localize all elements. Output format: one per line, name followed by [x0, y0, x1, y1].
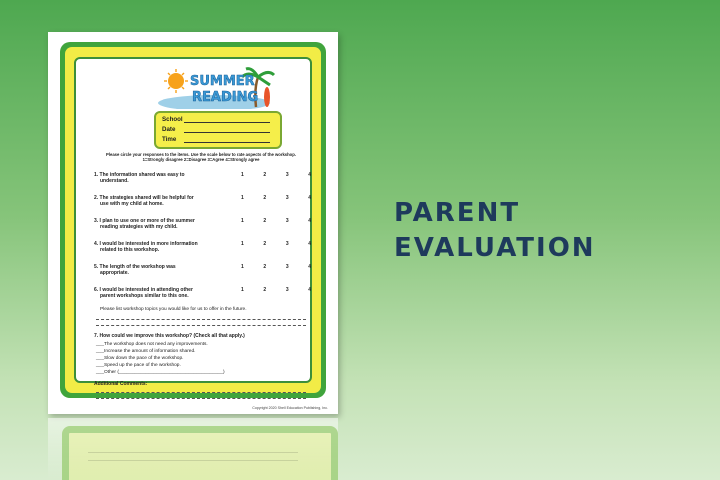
sun-icon: [168, 73, 184, 89]
date-line[interactable]: [184, 126, 270, 133]
question-5: [94, 264, 244, 276]
rating-3[interactable]: 3: [285, 218, 289, 224]
time-label: Time: [162, 136, 177, 143]
rating-2[interactable]: 2: [263, 241, 267, 247]
question-5-scale[interactable]: [241, 264, 311, 270]
page-reflection: [48, 418, 338, 480]
instructions-scale-key: 1=Strongly disagree 2=Disagree 3=Agree 4=Strongly agree: [142, 157, 260, 162]
question-4-line-2: related to this workshop.: [100, 247, 160, 253]
question-6: [94, 287, 244, 299]
rating-2[interactable]: 2: [263, 195, 267, 201]
rating-2[interactable]: 2: [263, 172, 267, 178]
instructions: [96, 152, 306, 162]
rating-3[interactable]: 3: [285, 241, 289, 247]
logo-word-reading: READING: [192, 90, 259, 105]
question-2-scale[interactable]: [241, 195, 311, 201]
rating-2[interactable]: 2: [263, 287, 267, 293]
question-1-line-1: 1. The information shared was easy to: [94, 172, 185, 178]
comments-line-1[interactable]: [96, 392, 306, 393]
rating-1[interactable]: 1: [241, 241, 244, 247]
q7-option-5[interactable]: ___Other (_______________________________________): [96, 370, 225, 375]
rating-4[interactable]: 4: [308, 172, 311, 178]
date-label: Date: [162, 126, 176, 133]
rating-3[interactable]: 3: [285, 287, 289, 293]
rating-1[interactable]: 1: [241, 287, 244, 293]
instructions-line-1: Please circle your responses to the items. Use the scale below to rate aspects of the workshop.: [106, 152, 296, 157]
info-box: [154, 111, 282, 149]
question-5-line-2: appropriate.: [100, 270, 129, 276]
copyright-notice: Copyright 2020 Shell Education Publishing, Inc.: [252, 406, 328, 410]
school-line[interactable]: [184, 116, 270, 123]
logo-word-summer: SUMMER: [190, 74, 255, 89]
form-frame-yellow: [65, 47, 321, 393]
rating-1[interactable]: 1: [241, 172, 244, 178]
question-3-scale[interactable]: [241, 218, 311, 224]
question-3-line-2: reading strategies with my child.: [100, 224, 178, 230]
question-1: [94, 172, 244, 184]
rating-3[interactable]: 3: [285, 195, 289, 201]
evaluation-form-page: [48, 32, 338, 414]
rating-4[interactable]: 4: [308, 287, 311, 293]
rating-4[interactable]: 4: [308, 241, 311, 247]
rating-3[interactable]: 3: [285, 264, 289, 270]
rating-2[interactable]: 2: [263, 218, 267, 224]
rating-4[interactable]: 4: [308, 195, 311, 201]
surfboard-icon: [264, 87, 270, 107]
additional-comments-label: Additional Comments:: [94, 381, 148, 387]
topics-answer-line-1[interactable]: [96, 319, 306, 320]
topics-prompt: Please list workshop topics you would like for us to offer in the future.: [100, 307, 247, 312]
rating-4[interactable]: 4: [308, 218, 311, 224]
time-line[interactable]: [184, 136, 270, 143]
q7-option-4[interactable]: ___Speed up the pace of the workshop.: [96, 363, 181, 368]
reflection-line-2: [88, 460, 298, 461]
question-4: [94, 241, 244, 253]
rating-1[interactable]: 1: [241, 195, 244, 201]
q7-option-3[interactable]: ___Slow down the pace of the workshop.: [96, 356, 184, 361]
form-frame-green: [60, 42, 326, 398]
reflection-line-1: [88, 452, 298, 453]
question-5-line-1: 5. The length of the workshop was: [94, 264, 176, 270]
rating-1[interactable]: 1: [241, 264, 244, 270]
school-field[interactable]: [162, 116, 270, 123]
q7-option-1[interactable]: ___The workshop does not need any improvements.: [96, 342, 208, 347]
rating-2[interactable]: 2: [263, 264, 267, 270]
comments-line-2[interactable]: [96, 398, 306, 399]
reflection-frame: [62, 426, 338, 480]
question-2-line-2: use with my child at home.: [100, 201, 164, 207]
title-line-1: PARENT: [394, 198, 521, 228]
question-3-line-1: 3. I plan to use one or more of the summer: [94, 218, 195, 224]
question-2: [94, 195, 244, 207]
rating-1[interactable]: 1: [241, 218, 244, 224]
time-field[interactable]: [162, 136, 270, 143]
rating-3[interactable]: 3: [285, 172, 289, 178]
question-6-line-2: parent workshops similar to this one.: [100, 293, 189, 299]
school-label: School: [162, 116, 183, 123]
question-1-line-2: understand.: [100, 178, 129, 184]
question-2-line-1: 2. The strategies shared will be helpful for: [94, 195, 194, 201]
page-title: [394, 196, 596, 266]
question-3: [94, 218, 244, 230]
question-7: 7. How could we improve this workshop? (Check all that apply.): [94, 333, 245, 339]
summer-reading-logo: [156, 67, 276, 109]
question-6-line-1: 6. I would be interested in attending other: [94, 287, 193, 293]
question-6-scale[interactable]: [241, 287, 311, 293]
question-1-scale[interactable]: [241, 172, 311, 178]
topics-answer-line-2[interactable]: [96, 325, 306, 326]
question-4-scale[interactable]: [241, 241, 311, 247]
form-body: [74, 57, 312, 387]
title-line-2: EVALUATION: [394, 233, 596, 263]
rating-4[interactable]: 4: [308, 264, 311, 270]
date-field[interactable]: [162, 126, 270, 133]
question-4-line-1: 4. I would be interested in more information: [94, 241, 198, 247]
q7-option-2[interactable]: ___Increase the amount of information shared.: [96, 349, 196, 354]
